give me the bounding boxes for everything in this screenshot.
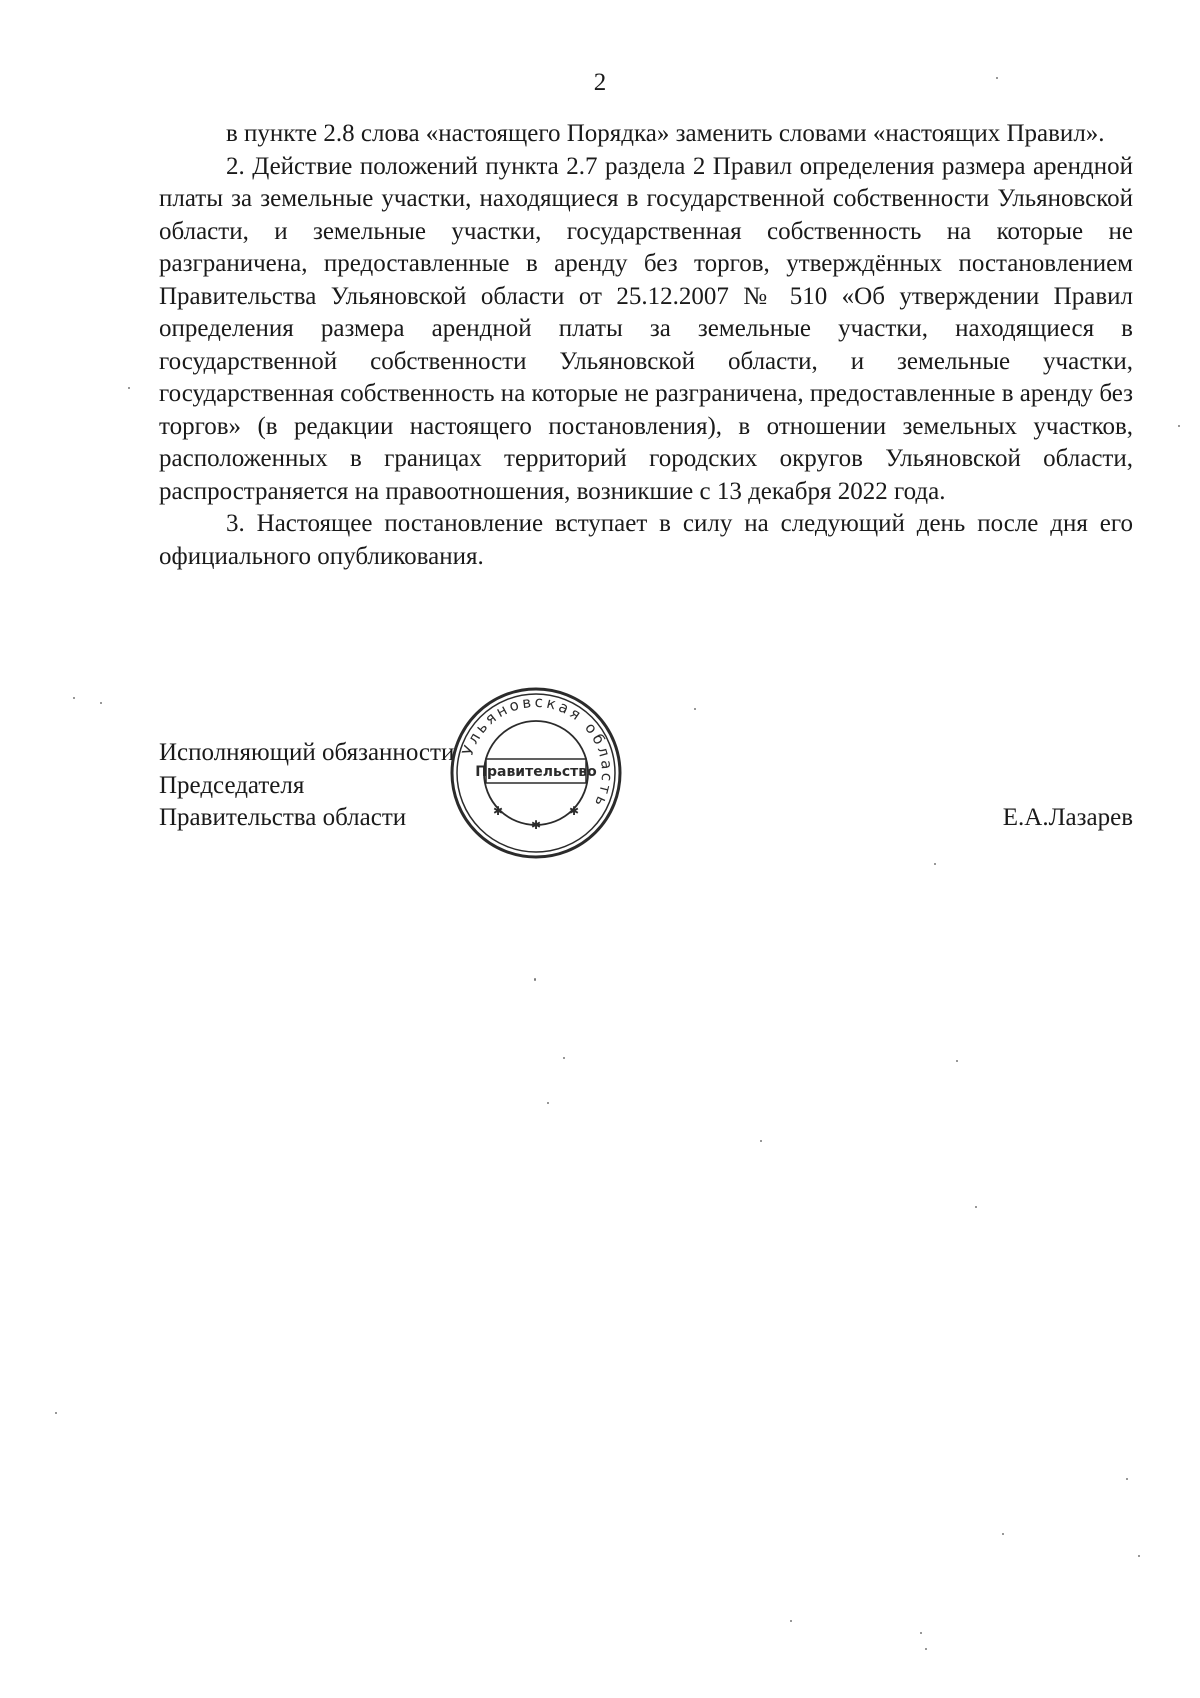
scan-speck: [128, 387, 130, 389]
scan-speck: [790, 1620, 792, 1622]
scan-speck: [1178, 425, 1180, 427]
scan-speck: [1138, 1555, 1140, 1557]
seal-ring-textpath: Ульяновская область: [458, 692, 617, 812]
scan-speck: [55, 1412, 57, 1414]
page-number: 2: [593, 69, 607, 96]
seal-center-text: Правительство: [475, 764, 597, 780]
scan-speck: [975, 1206, 977, 1208]
signer-name: Е.А.Лазарев: [1002, 804, 1133, 831]
signature-position-line: Исполняющий обязанности: [159, 739, 455, 766]
scan-speck: [73, 697, 75, 699]
official-seal: [446, 683, 626, 863]
seal-star-icon: ✱: [492, 804, 504, 818]
scan-speck: [760, 1140, 762, 1142]
scan-speck: [694, 708, 696, 710]
paragraph-amendment: в пункте 2.8 слова «настоящего Порядка» заменить словами «настоящих Правил».: [226, 120, 1105, 147]
scan-speck: [1002, 1533, 1004, 1535]
signature-position: [159, 737, 454, 835]
document-body: [159, 118, 1133, 573]
scan-speck: [996, 77, 998, 79]
paragraph-3: 3. Настоящее постановление вступает в силу на следующий день после дня его официального опубликования.: [159, 510, 1133, 570]
scan-speck: [925, 1648, 927, 1650]
paragraph-2: 2. Действие положений пункта 2.7 раздела 2 Правил определения размера арендной платы за земельные участки, находящиеся в государственной собственности Ульяновской области, и земельные участки, государственная собственность на которые не разграничена, предоставленные в аренду без торгов, утверждённых постановлением Правительства Ульяновской области от 25.12.2007 № 510 «Об утверждении Правил определения размера арендной платы за земельные участки, находящиеся в государственной собственности Ульяновской области, и земельные участки, государственная собственность на которые не разграничена, предоставленные в аренду без торгов» (в редакции настоящего постановления), в отношении земельных участков, расположенных в границах территорий городских округов Ульяновской области, распространяется на правоотношения, возникшие с 13 декабря 2022 года.: [159, 152, 1133, 505]
seal-star-icon: ✱: [530, 818, 542, 832]
scan-speck: [100, 702, 102, 704]
signature-position-line: Правительства области: [159, 804, 407, 831]
scan-speck: [547, 1102, 549, 1104]
signature-position-line: Председателя: [159, 771, 305, 799]
scan-speck: [934, 863, 936, 865]
seal-star-icon: ✱: [568, 804, 580, 818]
scan-speck: [920, 1632, 922, 1634]
scan-speck: [534, 978, 536, 981]
scan-speck: [1126, 1478, 1128, 1480]
scan-speck: [563, 1057, 565, 1059]
scan-speck: [956, 1060, 958, 1062]
